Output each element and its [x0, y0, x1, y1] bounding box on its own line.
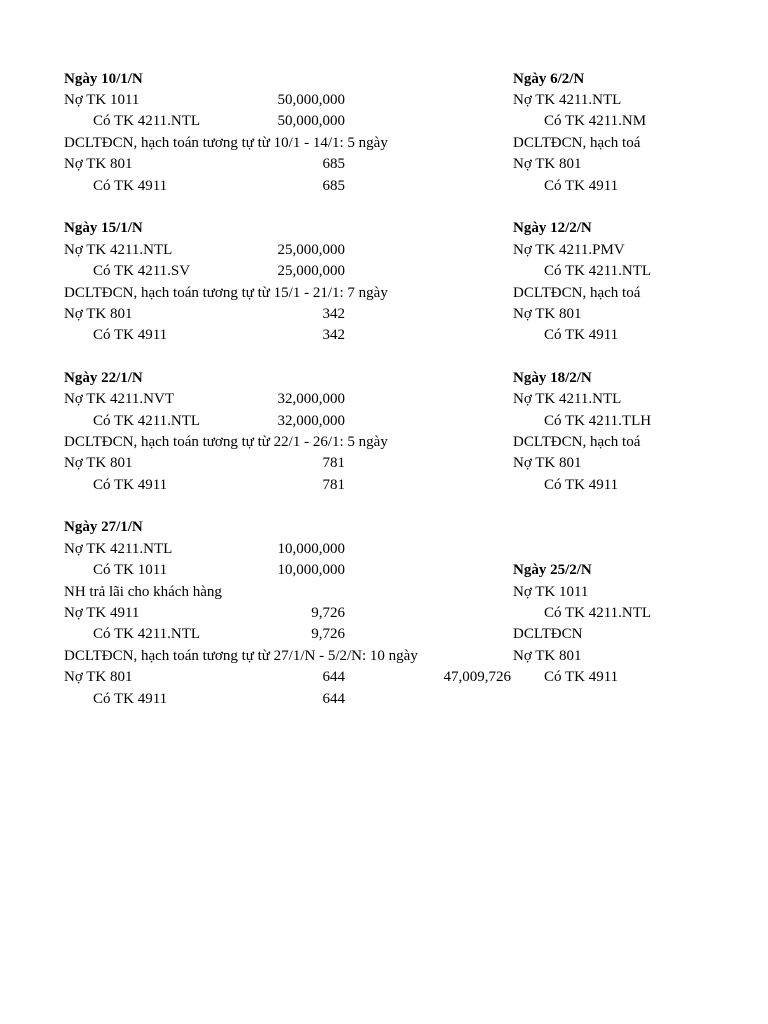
amount: 50,000,000: [277, 92, 345, 108]
amount: 644: [322, 691, 345, 707]
debit-account: Nợ TK 4211.NTL: [64, 242, 173, 258]
accrual-note: DCLTĐCN, hạch toán tương tự từ 27/1/N - 5/2/N: 10 ngày: [64, 648, 418, 664]
credit-account: Có TK 4911: [544, 477, 619, 493]
amount: 10,000,000: [277, 541, 345, 557]
interest-note: NH trả lãi cho khách hàng: [64, 584, 222, 600]
accrual-note: DCLTĐCN, hạch toá: [513, 434, 641, 450]
accrual-note: DCLTĐCN: [513, 626, 583, 642]
entry-date: Ngày 27/1/N: [64, 519, 143, 535]
debit-account: Nợ TK 801: [64, 669, 133, 685]
accrual-note: DCLTĐCN, hạch toán tương tự từ 22/1 - 26/1: 5 ngày: [64, 434, 388, 450]
entry-date: Ngày 12/2/N: [513, 220, 592, 236]
accrual-note: DCLTĐCN, hạch toán tương tự từ 10/1 - 14/1: 5 ngày: [64, 135, 388, 151]
entry-date: Ngày 25/2/N: [513, 562, 592, 578]
amount: 685: [322, 178, 345, 194]
entry-date: Ngày 18/2/N: [513, 370, 592, 386]
debit-account: Nợ TK 4211.NTL: [513, 92, 622, 108]
credit-account: Có TK 4211.NTL: [93, 413, 201, 429]
balance-total: 47,009,726: [443, 669, 511, 685]
debit-account: Nợ TK 801: [513, 156, 582, 172]
credit-account: Có TK 4211.NTL: [93, 113, 201, 129]
entry-date: Ngày 6/2/N: [513, 71, 585, 87]
credit-account: Có TK 4911: [544, 669, 619, 685]
amount: 685: [322, 156, 345, 172]
credit-account: Có TK 4211.NM: [544, 113, 647, 129]
credit-account: Có TK 4211.NTL: [544, 263, 652, 279]
amount: 10,000,000: [277, 562, 345, 578]
amount: 342: [322, 306, 345, 322]
amount: 25,000,000: [277, 263, 345, 279]
amount: 9,726: [311, 626, 345, 642]
accrual-note: DCLTĐCN, hạch toá: [513, 135, 641, 151]
credit-account: Có TK 4211.SV: [93, 263, 191, 279]
entry-date: Ngày 22/1/N: [64, 370, 143, 386]
credit-account: Có TK 4911: [93, 477, 168, 493]
amount: 644: [322, 669, 345, 685]
credit-account: Có TK 4911: [93, 327, 168, 343]
accrual-note: DCLTĐCN, hạch toá: [513, 285, 641, 301]
accrual-note: DCLTĐCN, hạch toán tương tự từ 15/1 - 21/1: 7 ngày: [64, 285, 388, 301]
debit-account: Nợ TK 4211.NVT: [64, 391, 175, 407]
debit-account: Nợ TK 4211.NTL: [64, 541, 173, 557]
amount: 25,000,000: [277, 242, 345, 258]
amount: 32,000,000: [277, 413, 345, 429]
debit-account: Nợ TK 1011: [64, 92, 140, 108]
credit-account: Có TK 1011: [93, 562, 168, 578]
entry-date: Ngày 15/1/N: [64, 220, 143, 236]
credit-account: Có TK 4211.NTL: [93, 626, 201, 642]
entry-date: Ngày 10/1/N: [64, 71, 143, 87]
amount: 781: [322, 477, 345, 493]
debit-account: Nợ TK 801: [513, 455, 582, 471]
amount: 9,726: [311, 605, 345, 621]
debit-account: Nợ TK 801: [513, 306, 582, 322]
amount: 781: [322, 455, 345, 471]
debit-account: Nợ TK 801: [513, 648, 582, 664]
credit-account: Có TK 4911: [93, 178, 168, 194]
debit-account: Nợ TK 801: [64, 455, 133, 471]
credit-account: Có TK 4211.TLH: [544, 413, 652, 429]
amount: 50,000,000: [277, 113, 345, 129]
debit-account: Nợ TK 4211.PMV: [513, 242, 625, 258]
debit-account: Nợ TK 801: [64, 306, 133, 322]
credit-account: Có TK 4911: [544, 178, 619, 194]
credit-account: Có TK 4911: [544, 327, 619, 343]
debit-account: Nợ TK 801: [64, 156, 133, 172]
debit-account: Nợ TK 4211.NTL: [513, 391, 622, 407]
amount: 342: [322, 327, 345, 343]
amount: 32,000,000: [277, 391, 345, 407]
debit-account: Nợ TK 4911: [64, 605, 140, 621]
debit-account: Nợ TK 1011: [513, 584, 589, 600]
credit-account: Có TK 4911: [93, 691, 168, 707]
credit-account: Có TK 4211.NTL: [544, 605, 652, 621]
